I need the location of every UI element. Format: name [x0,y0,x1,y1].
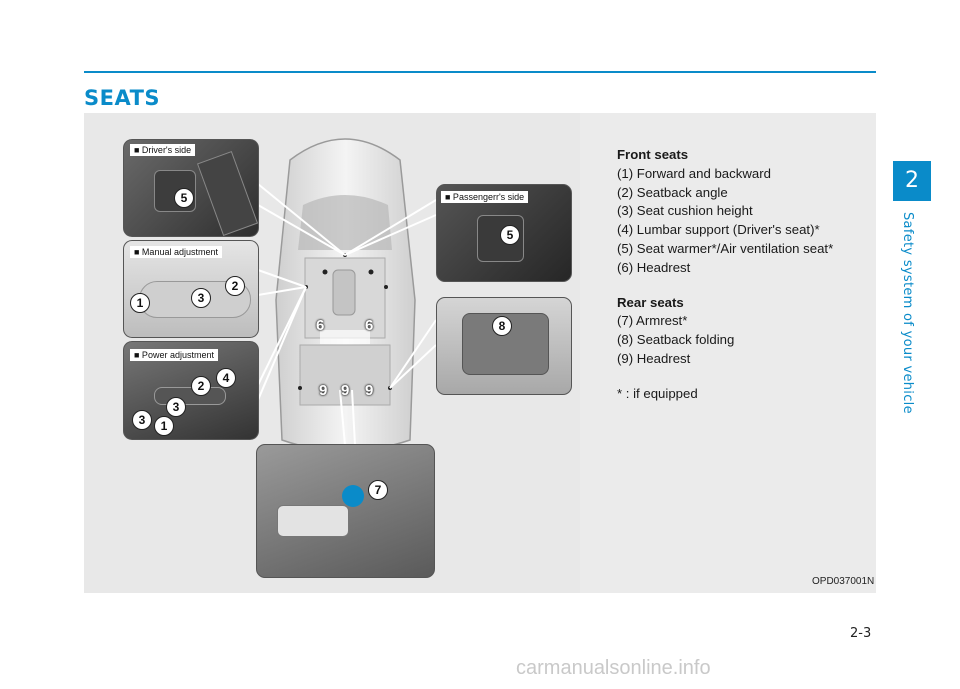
car-label-9-left: 9 [319,382,328,399]
front-item: (4) Lumbar support (Driver's seat)* [617,222,820,238]
front-item: (2) Seatback angle [617,184,728,200]
inset-seatback-folding [436,297,572,395]
front-item: (5) Seat warmer*/Air ventilation seat* [617,240,834,256]
page-title: SEATS [84,86,161,110]
front-item: (1) Forward and backward [617,165,771,181]
callout-4-power: 4 [216,368,236,388]
car-label-9-right: 9 [365,382,374,399]
power-adjustment-label: ■ Power adjustment [130,349,218,361]
chapter-title: Safety system of your vehicle [900,212,915,414]
callout-5-driver: 5 [174,188,194,208]
callout-3b-power: 3 [166,397,186,417]
page-number: 2-3 [850,626,872,641]
callout-1-power: 1 [154,416,174,436]
rear-item: (8) Seatback folding [617,332,735,348]
passengers-side-label: ■ Passengerr's side [441,191,528,203]
callout-1-manual: 1 [130,293,150,313]
rear-seats-heading: Rear seats [617,294,684,310]
figure-code: OPD037001N [812,576,875,587]
chapter-tab: 2 [893,161,931,201]
callout-3a-power: 3 [132,410,152,430]
rear-item: (7) Armrest* [617,313,688,329]
drivers-side-label: ■ Driver's side [130,144,195,156]
callout-7-armrest: 7 [368,480,388,500]
front-seats-heading: Front seats [617,147,689,162]
callout-2-manual: 2 [225,276,245,296]
front-item: (3) Seat cushion height [617,203,753,219]
footnote: * : if equipped [617,385,698,401]
manual-adjustment-label: ■ Manual adjustment [130,246,222,258]
car-label-6-left: 6 [316,317,325,334]
car-label-9-center: 9 [341,382,350,399]
front-item: (6) Headrest [617,259,691,275]
callout-8-fold: 8 [492,316,512,336]
car-label-6-right: 6 [365,317,374,334]
rear-item: (9) Headrest [617,350,691,366]
callout-2-power: 2 [191,376,211,396]
watermark: carmanualsonline.info [516,657,711,679]
callout-5-passenger: 5 [500,225,520,245]
seat-legend [617,146,833,404]
callout-3-manual: 3 [191,288,211,308]
inset-armrest [256,444,435,578]
